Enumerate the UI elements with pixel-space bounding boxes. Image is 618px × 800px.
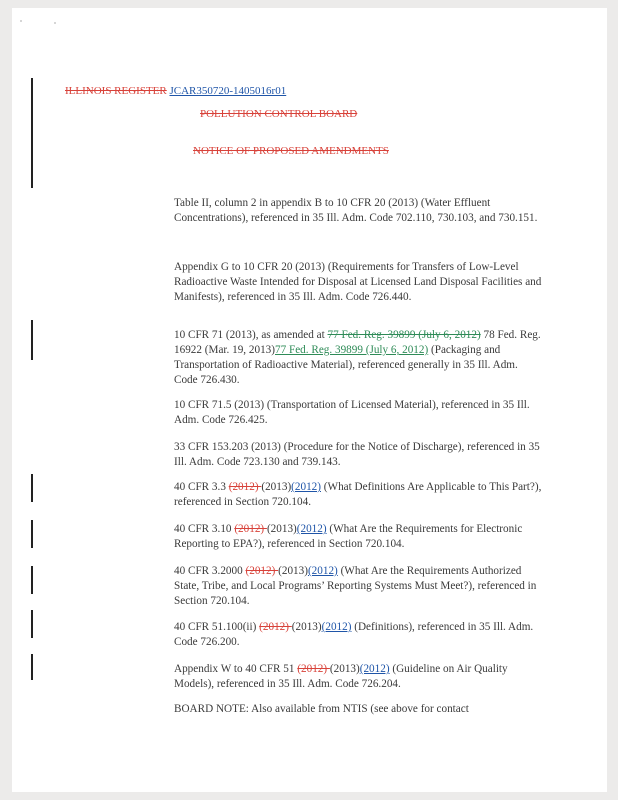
text-run: (2013)	[291, 621, 322, 633]
deleted-text: (2012)	[245, 565, 279, 577]
paragraph: 10 CFR 71.5 (2013) (Transportation of Licensed Material), referenced in 35 Ill. Adm. Code 726.425.	[174, 399, 530, 426]
change-bar	[31, 520, 33, 548]
change-bar	[31, 474, 33, 502]
text-run: (What Definitions Are Applicable to This Part?), referenced in Section 720.104.	[174, 481, 542, 508]
paragraph	[174, 522, 544, 552]
inserted-text: (2012)	[307, 565, 338, 577]
text-run: 10 CFR 71 (2013), as amended at	[174, 329, 328, 341]
text-run: (2013)	[266, 523, 297, 535]
change-bar	[31, 566, 33, 594]
paragraph	[174, 620, 544, 650]
inserted-text: (2012)	[291, 481, 321, 493]
change-bar	[31, 654, 33, 680]
scan-speck	[20, 20, 22, 22]
text-run: (What Are the Requirements for Electronic Reporting to EPA?), referenced in Section 720.104.	[174, 523, 523, 550]
deleted-text: (2012)	[259, 621, 292, 633]
paragraph: BOARD NOTE: Also available from NTIS (see above for contact	[174, 703, 469, 715]
document-page	[12, 8, 607, 792]
text-run: 40 CFR 3.3	[174, 481, 229, 493]
paragraph	[174, 328, 544, 388]
text-run: (2013)	[329, 663, 360, 675]
paragraph: Table II, column 2 in appendix B to 10 CFR 20 (2013) (Water Effluent Concentrations), referenced in 35 Ill. Adm. Code 702.110, 730.103, and 730.151.	[174, 197, 538, 224]
inserted-text: (2012)	[359, 663, 390, 675]
change-bar	[31, 78, 33, 188]
text-run: (Guideline on Air Quality Models), referenced in 35 Ill. Adm. Code 726.204.	[174, 663, 508, 690]
text-run: (Definitions), referenced in 35 Ill. Adm. Code 726.200.	[174, 621, 534, 648]
text-run: (What Are the Requirements Authorized State, Tribe, and Local Programs’ Reporting Systems Must Meet?), referenced in Section 720.104.	[174, 565, 537, 607]
register-header	[65, 85, 286, 97]
text-run: Appendix W to 40 CFR 51	[174, 663, 298, 675]
board-title: POLLUTION CONTROL BOARD	[200, 108, 358, 120]
text-run: (2013)	[261, 481, 292, 493]
scan-speck	[54, 22, 56, 24]
paragraph	[174, 564, 544, 609]
paragraph: Appendix G to 10 CFR 20 (2013) (Requirements for Transfers of Low-Level Radioactive Waste Intended for Disposal at Licensed Land Disposal Facilities and Manifests), referenced in 35 Ill. Adm. Code 726.440.	[174, 261, 542, 303]
text-run: 40 CFR 3.10	[174, 523, 235, 535]
text-run: (2013)	[278, 565, 308, 577]
deleted-text: (2012)	[228, 481, 262, 493]
paragraph	[174, 480, 544, 510]
text-run: 40 CFR 51.100(ii)	[174, 621, 260, 633]
inserted-text: 77 Fed. Reg. 39899 (July 6, 2012)	[275, 344, 429, 356]
paragraph: 33 CFR 153.203 (2013) (Procedure for the Notice of Discharge), referenced in 35 Ill. Adm. Code 723.130 and 739.143.	[174, 441, 540, 468]
notice-title: NOTICE OF PROPOSED AMENDMENTS	[193, 145, 389, 157]
text-run: 78 Fed. Reg. 16922 (Mar. 19, 2013)	[174, 329, 541, 356]
paragraph	[174, 662, 544, 692]
change-bar	[31, 610, 33, 638]
inserted-text: (2012)	[296, 523, 327, 535]
text-run: 40 CFR 3.2000	[174, 565, 246, 577]
deleted-text: (2012)	[297, 663, 330, 675]
deleted-text: 77 Fed. Reg. 39899 (July 6, 2012)	[327, 329, 481, 341]
register-inserted: JCAR350720-1405016r01	[169, 85, 287, 97]
deleted-text: (2012)	[234, 523, 267, 535]
inserted-text: (2012)	[321, 621, 352, 633]
text-run: (Packaging and Transportation of Radioactive Material), referenced generally in 35 Ill. Adm. Code 726.430.	[174, 344, 518, 386]
register-deleted: ILLINOIS REGISTER	[65, 85, 167, 97]
change-bar	[31, 320, 33, 360]
